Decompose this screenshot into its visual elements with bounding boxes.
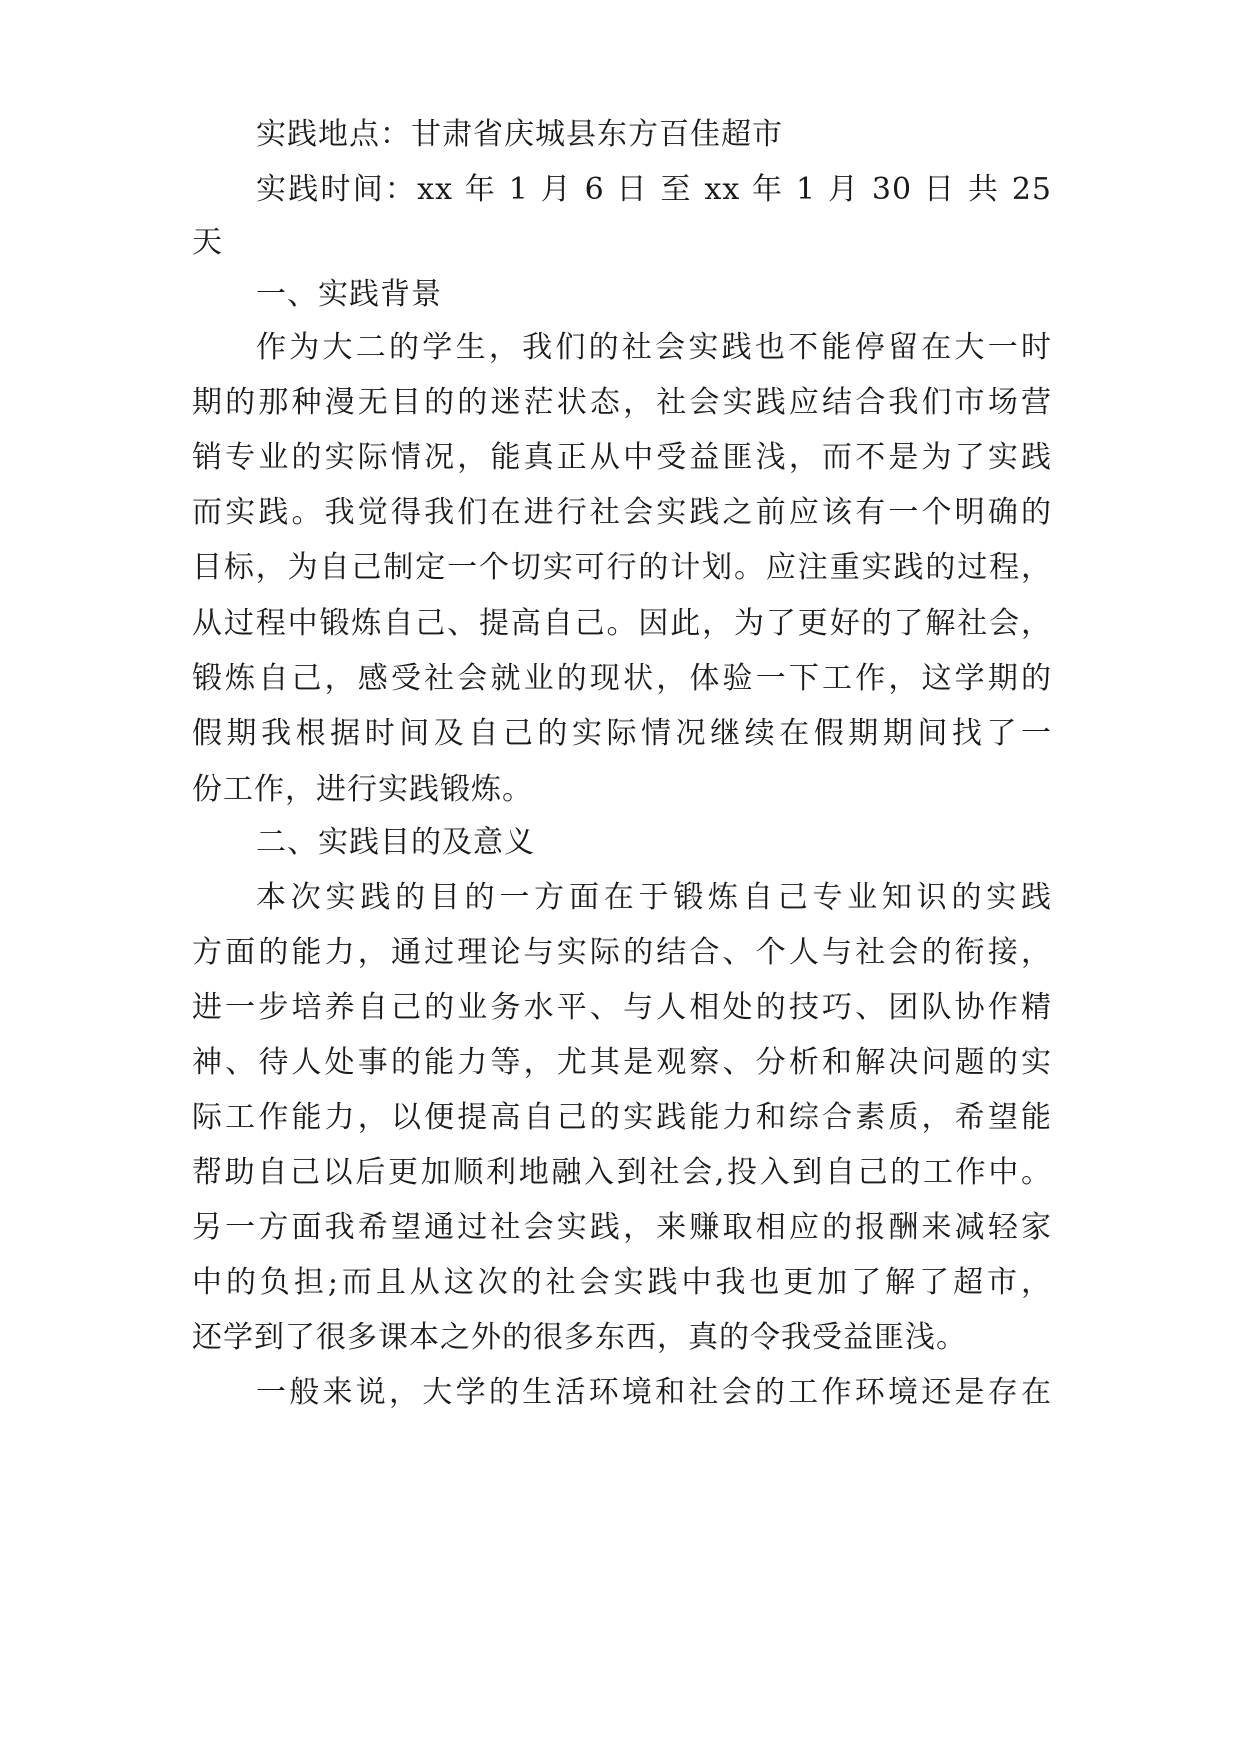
- text-line: 方面的能力，通过理论与实际的结合、个人与社会的衔接，: [192, 935, 1052, 970]
- text-line: 另一方面我希望通过社会实践，来赚取相应的报酬来减轻家: [192, 1210, 1052, 1245]
- text-line: 目标，为自己制定一个切实可行的计划。应注重实践的过程，: [192, 550, 1052, 585]
- text-line: 从过程中锻炼自己、提高自己。因此，为了更好的了解社会，: [192, 606, 1052, 641]
- text-line: 神、待人处事的能力等，尤其是观察、分析和解决问题的实: [192, 1045, 1052, 1080]
- text-line: 实践地点：甘肃省庆城县东方百佳超市: [256, 117, 783, 152]
- text-line: 销专业的实际情况，能真正从中受益匪浅，而不是为了实践: [192, 440, 1052, 475]
- text-line: 锻炼自己，感受社会就业的现状，体验一下工作，这学期的: [192, 661, 1052, 696]
- text-line: 份工作，进行实践锻炼。: [192, 772, 533, 807]
- text-line: 还学到了很多课本之外的很多东西，真的令我受益匪浅。: [192, 1320, 967, 1355]
- text-line: 进一步培养自己的业务水平、与人相处的技巧、团队协作精: [192, 990, 1052, 1025]
- text-line: 一般来说，大学的生活环境和社会的工作环境还是存在: [256, 1375, 1052, 1410]
- text-line: 帮助自己以后更加顺利地融入到社会,投入到自己的工作中。: [192, 1155, 1052, 1190]
- text-line: 际工作能力，以便提高自己的实践能力和综合素质，希望能: [192, 1100, 1052, 1135]
- text-line: 中的负担;而且从这次的社会实践中我也更加了解了超市，: [192, 1265, 1052, 1300]
- text-line: 期的那种漫无目的的迷茫状态，社会实践应结合我们市场营: [192, 385, 1052, 420]
- text-line: 假期我根据时间及自己的实际情况继续在假期期间找了一: [192, 716, 1052, 751]
- text-line: 而实践。我觉得我们在进行社会实践之前应该有一个明确的: [192, 495, 1052, 530]
- text-line: 天: [192, 225, 223, 260]
- text-line: 本次实践的目的一方面在于锻炼自己专业知识的实践: [256, 880, 1052, 915]
- text-line: 作为大二的学生，我们的社会实践也不能停留在大一时: [256, 330, 1052, 365]
- text-line: 实践时间：xx 年 1 月 6 日 至 xx 年 1 月 30 日 共 25: [256, 172, 1052, 207]
- section-heading: 一、实践背景: [256, 277, 442, 312]
- section-heading: 二、实践目的及意义: [256, 825, 535, 860]
